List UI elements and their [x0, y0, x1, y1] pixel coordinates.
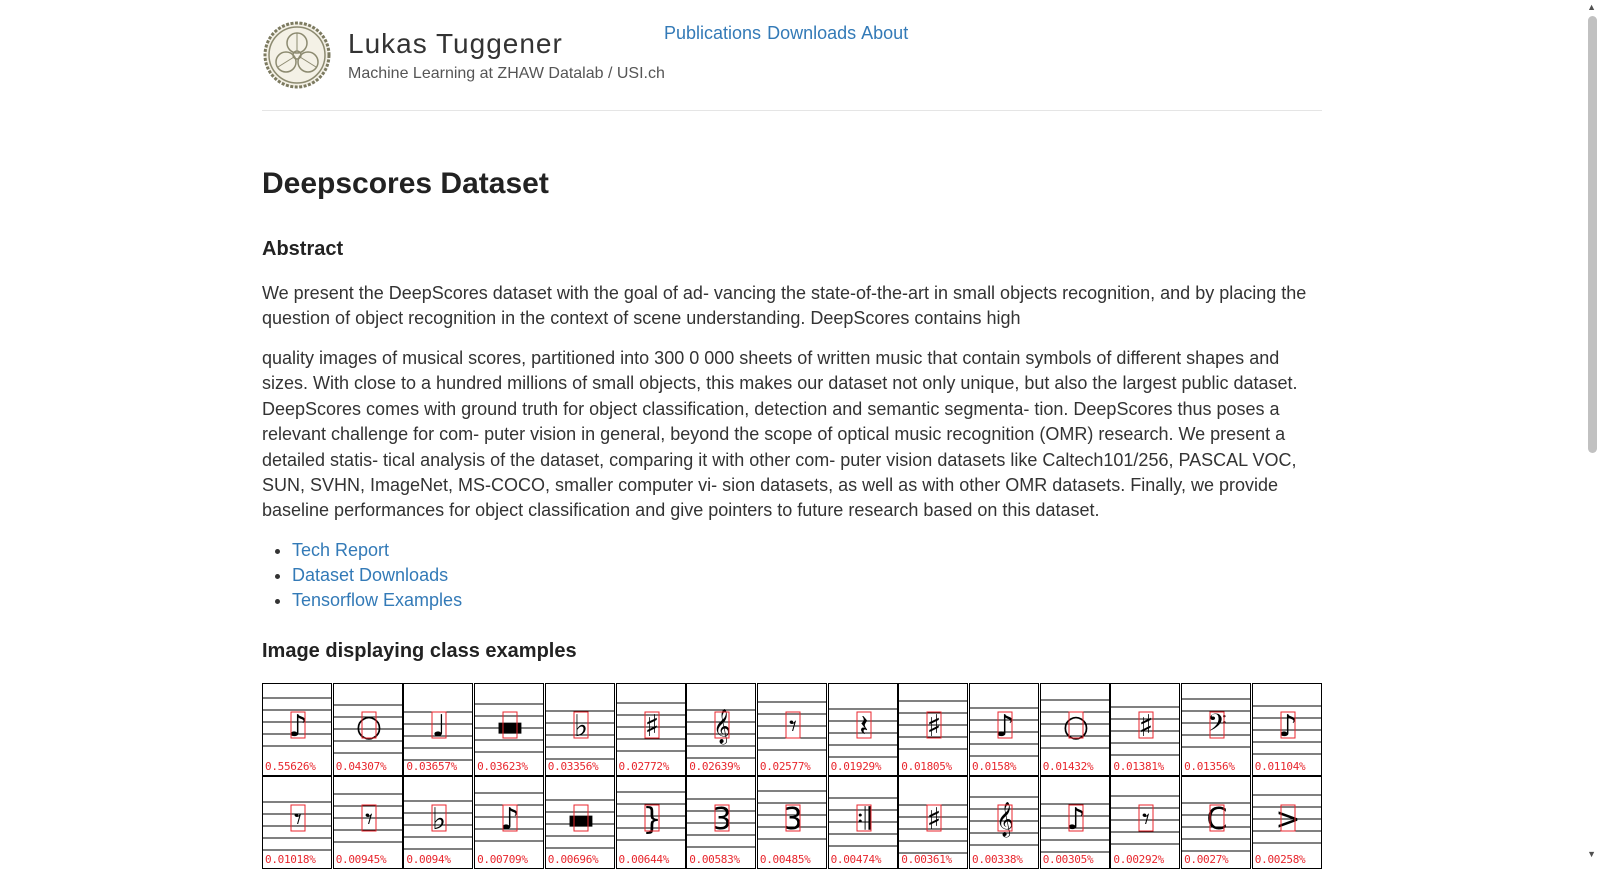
- class-frequency-label: 0.01104%: [1254, 760, 1306, 773]
- staff-snippet: [334, 777, 403, 855]
- scroll-down-arrow-icon[interactable]: ▼: [1587, 849, 1596, 859]
- class-frequency-label: 0.0027%: [1184, 853, 1229, 866]
- class-frequency-label: 0.01018%: [265, 853, 316, 866]
- class-frequency-label: 0.00709%: [477, 853, 528, 866]
- abstract-paragraph-1: We present the DeepScores dataset with the goal of ad- vancing the state-of-the-art in small objects recognition, and by placing the question of object recognition in the context of scene understanding. DeepScores contains high: [262, 283, 1307, 329]
- class-frequency-label: 0.00292%: [1113, 853, 1164, 866]
- gear-logo-icon[interactable]: [262, 20, 332, 90]
- class-example-cell: [545, 776, 615, 869]
- staff-snippet: [1182, 684, 1251, 762]
- class-example-cell: [898, 683, 968, 776]
- class-frequency-label: 0.01432%: [1042, 760, 1094, 773]
- svg-text:𝄞: 𝄞: [996, 802, 1014, 837]
- staff-snippet: [899, 684, 968, 762]
- svg-text:♯: ♯: [1139, 709, 1154, 744]
- class-frequency-label: 0.00945%: [335, 853, 387, 866]
- class-example-cell: [616, 776, 686, 869]
- svg-text:𝄾: 𝄾: [1142, 802, 1151, 837]
- class-example-cell: [403, 683, 473, 776]
- svg-text:}: }: [641, 802, 662, 837]
- staff-snippet: [475, 777, 544, 855]
- class-frequency-label: 0.00258%: [1254, 853, 1306, 866]
- staff-snippet: [263, 684, 332, 762]
- svg-text:○: ○: [355, 709, 382, 744]
- class-example-cell: [403, 776, 473, 869]
- class-example-cell: [262, 683, 332, 776]
- svg-text:𝄇: 𝄇: [856, 802, 871, 837]
- class-example-cell: [969, 776, 1039, 869]
- staff-snippet: [758, 777, 827, 855]
- class-example-cell: [333, 683, 403, 776]
- class-example-cell: [969, 683, 1039, 776]
- svg-text:C: C: [1206, 802, 1228, 837]
- class-frequency-label: 0.0158%: [972, 760, 1017, 773]
- resource-links-list: [262, 538, 462, 613]
- nav-link-about[interactable]: About: [861, 23, 909, 43]
- class-example-cell: [1252, 776, 1322, 869]
- svg-text:♯: ♯: [644, 709, 659, 744]
- class-example-cell: [474, 683, 544, 776]
- svg-text:♭: ♭: [573, 709, 588, 744]
- staff-snippet: [404, 684, 473, 762]
- staff-snippet: [546, 684, 615, 762]
- class-frequency-label: 0.00338%: [972, 853, 1023, 866]
- class-examples-heading: Image displaying class examples: [262, 640, 577, 662]
- abstract-heading: Abstract: [262, 238, 344, 260]
- site-nav: [664, 22, 909, 44]
- class-examples-image: [262, 683, 1322, 883]
- svg-text:♪: ♪: [995, 709, 1015, 744]
- svg-text:𝄢: 𝄢: [1207, 709, 1227, 744]
- svg-text:♩: ♩: [432, 709, 447, 744]
- site-header: [262, 0, 1322, 111]
- svg-text:𝄽: 𝄽: [859, 709, 869, 744]
- svg-text:♭: ♭: [432, 802, 447, 837]
- svg-text:▬: ▬: [495, 709, 525, 744]
- staff-snippet: [1041, 684, 1110, 762]
- class-frequency-label: 0.02772%: [618, 760, 670, 773]
- page-title: Deepscores Dataset: [262, 167, 549, 200]
- site-subtitle: Machine Learning at ZHAW Datalab / USI.ch: [348, 65, 665, 82]
- abstract-paragraph-2: quality images of musical scores, partitioned into 300 0 000 sheets of written music that contain symbols of different shapes and sizes. With close to a hundred millions of small objects, this makes our dataset not only unique, but also the largest public dataset. DeepScores comes with ground truth for object classification, detection and semantic segmenta- tion. DeepScores thus poses a relevant challenge for com- puter vision in general, beyond the scope of optical music recognition (OMR) research. We present a detailed statis- tical analysis of the dataset, comparing it with other com- puter vision datasets like Caltech101/256, PASCAL VOC, SUN, SVHN, ImageNet, MS-COCO, smaller computer vi- sion datasets, as well as with other OMR datasets. Finally, we provide baseline performances for object classification and give pointers to future research based on this dataset.: [262, 348, 1298, 521]
- class-frequency-label: 0.04307%: [335, 760, 387, 773]
- class-example-cell: [1040, 776, 1110, 869]
- staff-snippet: [475, 684, 544, 762]
- scrollbar-thumb[interactable]: [1588, 16, 1597, 453]
- class-example-cell: [686, 683, 756, 776]
- staff-snippet: [546, 777, 615, 855]
- staff-snippet: [758, 684, 827, 762]
- list-item: [292, 563, 462, 588]
- staff-snippet: [1253, 684, 1322, 762]
- svg-text:○: ○: [1062, 709, 1089, 744]
- class-example-cell: [898, 776, 968, 869]
- class-example-cell: [828, 776, 898, 869]
- dataset-downloads-link[interactable]: Dataset Downloads: [292, 565, 449, 585]
- class-example-cell: [1181, 776, 1251, 869]
- list-item: [292, 538, 462, 563]
- svg-text:𝄾: 𝄾: [294, 802, 302, 837]
- class-example-cell: [474, 776, 544, 869]
- staff-snippet: [687, 777, 756, 855]
- class-example-cell: [757, 683, 827, 776]
- class-frequency-label: 0.00474%: [830, 853, 882, 866]
- staff-snippet: [404, 777, 473, 855]
- class-example-cell: [1040, 683, 1110, 776]
- staff-snippet: [899, 777, 968, 855]
- class-frequency-label: 0.03623%: [477, 760, 528, 773]
- staff-snippet: [1253, 777, 1322, 855]
- tensorflow-examples-link[interactable]: Tensorflow Examples: [292, 590, 463, 610]
- svg-text:♪: ♪: [1278, 709, 1298, 744]
- staff-snippet: [970, 684, 1039, 762]
- class-frequency-label: 0.55626%: [265, 760, 316, 773]
- class-frequency-label: 0.01805%: [901, 760, 952, 773]
- nav-link-downloads[interactable]: Downloads: [767, 23, 857, 43]
- class-frequency-label: 0.00644%: [618, 853, 670, 866]
- svg-text:♪: ♪: [500, 802, 520, 837]
- staff-snippet: [334, 684, 403, 762]
- class-example-cell: [686, 776, 756, 869]
- class-example-cell: [828, 683, 898, 776]
- class-frequency-label: 0.00696%: [547, 853, 599, 866]
- vertical-scrollbar[interactable]: [1584, 0, 1600, 861]
- staff-snippet: [687, 684, 756, 762]
- class-example-cell: [1110, 683, 1180, 776]
- staff-snippet: [829, 777, 898, 855]
- nav-link-publications[interactable]: Publications: [664, 23, 762, 43]
- scroll-up-arrow-icon[interactable]: ▲: [1587, 2, 1596, 12]
- class-frequency-label: 0.01929%: [830, 760, 882, 773]
- staff-snippet: [1041, 777, 1110, 855]
- staff-snippet: [970, 777, 1039, 855]
- staff-snippet: [263, 777, 332, 855]
- svg-text:3: 3: [712, 802, 732, 837]
- class-frequency-label: 0.00485%: [759, 853, 811, 866]
- staff-snippet: [829, 684, 898, 762]
- class-frequency-label: 0.00583%: [689, 853, 740, 866]
- class-frequency-label: 0.02577%: [759, 760, 811, 773]
- page-container: [262, 0, 1322, 866]
- staff-snippet: [1182, 777, 1251, 855]
- class-example-cell: [616, 683, 686, 776]
- site-title[interactable]: Lukas Tuggener: [348, 28, 563, 59]
- svg-text:𝄾: 𝄾: [788, 709, 797, 744]
- class-frequency-label: 0.03657%: [406, 760, 457, 773]
- staff-snippet: [1111, 684, 1180, 762]
- svg-text:𝄞: 𝄞: [713, 709, 732, 744]
- staff-snippet: [617, 684, 686, 762]
- class-example-cell: [1252, 683, 1322, 776]
- svg-text:𝄾: 𝄾: [364, 802, 373, 837]
- class-frequency-label: 0.0094%: [406, 853, 451, 866]
- staff-snippet: [1111, 777, 1180, 855]
- svg-text:3: 3: [783, 802, 803, 837]
- svg-text:♯: ♯: [927, 709, 942, 744]
- class-frequency-label: 0.03356%: [547, 760, 599, 773]
- class-example-cell: [1181, 683, 1251, 776]
- class-frequency-label: 0.02639%: [689, 760, 740, 773]
- class-frequency-label: 0.00305%: [1042, 853, 1094, 866]
- svg-text:♯: ♯: [927, 802, 942, 837]
- class-frequency-label: 0.01381%: [1113, 760, 1164, 773]
- tech-report-link[interactable]: Tech Report: [292, 540, 390, 560]
- svg-text:♪: ♪: [288, 709, 308, 744]
- svg-text:♪: ♪: [1066, 802, 1086, 837]
- class-example-cell: [333, 776, 403, 869]
- class-example-cell: [757, 776, 827, 869]
- class-example-cell: [262, 776, 332, 869]
- class-frequency-label: 0.01356%: [1184, 760, 1235, 773]
- svg-text:▬: ▬: [566, 802, 595, 837]
- class-frequency-label: 0.00361%: [901, 853, 952, 866]
- class-example-cell: [1110, 776, 1180, 869]
- svg-text:>: >: [1275, 802, 1301, 837]
- staff-snippet: [617, 777, 686, 855]
- class-example-cell: [545, 683, 615, 776]
- list-item: [292, 588, 462, 613]
